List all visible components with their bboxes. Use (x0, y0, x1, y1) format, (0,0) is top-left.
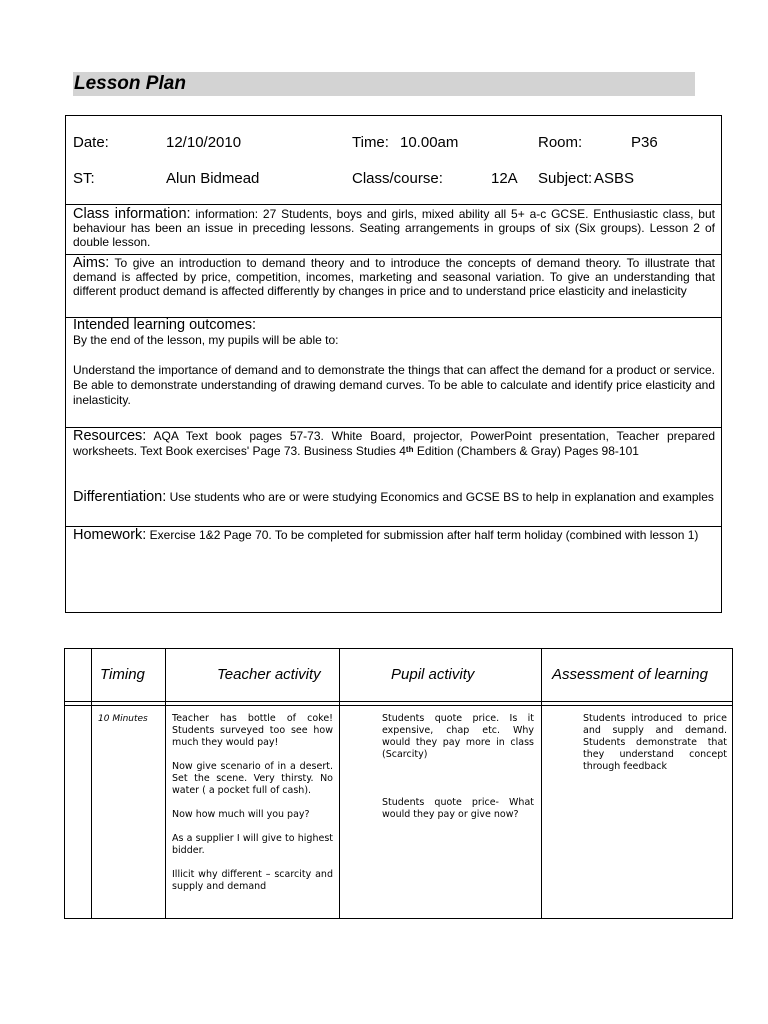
assessment-cell: Students introduced to price and supply and demand. Students demonstrate that they understand concept through feedback (583, 713, 727, 772)
differentiation-text: Use students who are or were studying Economics and GCSE BS to help in explanation and examples (169, 490, 714, 504)
resources-superscript: th (405, 445, 414, 454)
room-label: Room: (538, 134, 583, 151)
date-value: 12/10/2010 (166, 134, 242, 151)
homework-text: Exercise 1&2 Page 70. To be completed for submission after half term holiday (combined with lesson 1) (149, 528, 699, 542)
pupil-step: Students quote price. Is it expensive, chap etc. Why would they pay more in class (Scarcity) (382, 713, 534, 760)
class-info-label: Class information: (73, 206, 191, 222)
class-info-section (66, 204, 721, 254)
pupil-activity-cell (382, 713, 534, 821)
activity-table (64, 648, 733, 919)
class-value: 12A (491, 170, 518, 187)
outcomes-section (66, 317, 721, 427)
st-label: ST: (73, 170, 95, 187)
outcomes-text: Understand the importance of demand and to demonstrate the things that can affect the demand for a product or service. Be able to demonstrate understanding of drawing demand curves. To be able to calculate and identify price elasticity and inelasticity. (73, 363, 715, 407)
aims-section (66, 254, 721, 317)
differentiation-label: Differentiation: (73, 489, 167, 505)
header-pupil-activity: Pupil activity (391, 666, 475, 683)
subject-label: Subject: (538, 170, 593, 187)
time-value: 10.00am (400, 134, 459, 151)
outcomes-intro: By the end of the lesson, my pupils will be able to: (73, 333, 339, 347)
class-label: Class/course: (352, 170, 443, 187)
resources-section (66, 427, 721, 489)
details-section (66, 116, 721, 204)
pupil-step: Students quote price- What would they pay or give now? (382, 797, 534, 820)
aims-label: Aims: (73, 255, 110, 271)
homework-label: Homework: (73, 527, 147, 543)
resources-label: Resources: (73, 428, 147, 444)
aims-text: To give an introduction to demand theory and to introduce the concepts of demand theory. To illustrate that demand is affected by price, competition, incomes, marketing and seasonal variation. To give an understanding that different product demand is affected differently by changes in price and to understand price elasticity and inelasticity (73, 256, 716, 298)
homework-section (66, 526, 721, 612)
title-bar (73, 72, 695, 96)
resources-text-a: AQA Text book pages 57-73. White Board, projector, PowerPoint presentation, Teacher prepared worksheets. Text Book exercises' Page 73. Business Studies 4 (73, 429, 716, 458)
differentiation-section (66, 490, 721, 526)
header-teacher-activity: Teacher activity (217, 666, 321, 683)
page-title: Lesson Plan (74, 73, 186, 94)
lesson-plan-box (65, 115, 722, 613)
timing-cell: 10 Minutes (98, 714, 148, 724)
room-value: P36 (631, 134, 658, 151)
header-assessment: Assessment of learning (552, 666, 708, 683)
teacher-step: Teacher has bottle of coke! Students surveyed too see how much they would pay! (172, 713, 333, 748)
resources-text-b: Edition (Chambers & Gray) Pages 98-101 (413, 444, 639, 458)
teacher-step: Now how much will you pay? (172, 809, 310, 820)
date-label: Date: (73, 134, 109, 151)
teacher-step: Illicit why different – scarcity and supply and demand (172, 869, 333, 892)
teacher-step: As a supplier I will give to highest bidder. (172, 833, 333, 856)
st-value: Alun Bidmead (166, 170, 260, 187)
time-label: Time: (352, 134, 389, 151)
subject-value: ASBS (594, 170, 635, 187)
header-timing: Timing (100, 666, 145, 683)
teacher-activity-cell (172, 713, 333, 893)
teacher-step: Now give scenario of in a desert. Set the scene. Very thirsty. No water ( a pocket full of cash). (172, 761, 333, 796)
class-info-text: information: 27 Students, boys and girls, mixed ability all 5+ a-c GCSE. Enthusiastic class, but behaviour has been an issue in preceding lessons. Seating arrangements in groups of six (Six groups). Lesson 2 of double lesson. (73, 207, 715, 249)
outcomes-label: Intended learning outcomes: (73, 317, 256, 333)
